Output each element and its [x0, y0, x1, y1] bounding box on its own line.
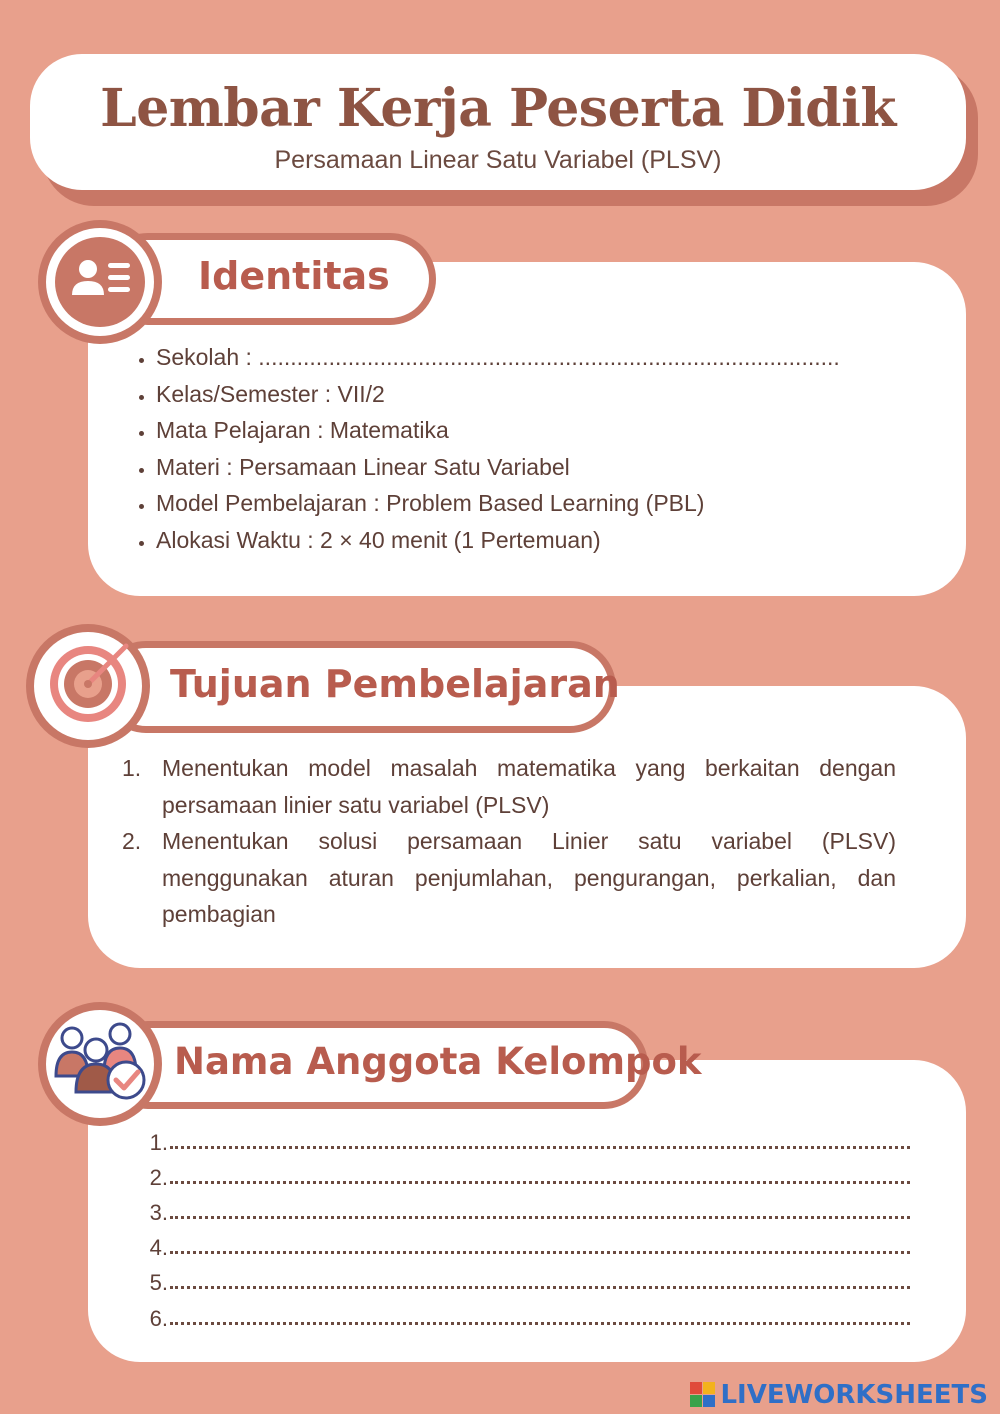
- list-item: • Sekolah : ...........................................................................................: [156, 339, 956, 376]
- identitas-heading: Identitas: [198, 254, 390, 298]
- group-check-icon: [50, 1020, 154, 1106]
- member-row-3[interactable]: [140, 1190, 910, 1226]
- page-subtitle: Persamaan Linear Satu Variabel (PLSV): [274, 146, 722, 174]
- list-number: 1.: [122, 755, 142, 781]
- list-item: • Alokasi Waktu : 2 × 40 menit (1 Pertemuan): [156, 522, 956, 559]
- page-title: Lembar Kerja Peserta Didik: [100, 78, 896, 139]
- list-item: • Model Pembelajaran : Problem Based Learning (PBL): [156, 485, 956, 522]
- member-blank[interactable]: [170, 1268, 910, 1289]
- list-text: Menentukan model masalah matematika yang berkaitan dengan persamaan linier satu variabel (PLSV): [162, 755, 896, 818]
- member-blank[interactable]: [170, 1163, 910, 1184]
- member-number: 5.: [149, 1270, 168, 1295]
- member-number: 6.: [149, 1306, 168, 1331]
- id-card-icon: [70, 255, 134, 305]
- target-icon: [44, 636, 140, 732]
- member-number: 1.: [149, 1130, 168, 1155]
- identitas-list: [126, 339, 956, 558]
- member-row-2[interactable]: [140, 1155, 910, 1191]
- member-number: 3.: [149, 1200, 168, 1225]
- list-item: • Kelas/Semester : VII/2: [156, 376, 956, 413]
- kelompok-heading: Nama Anggota Kelompok: [174, 1040, 702, 1083]
- member-blank[interactable]: [170, 1304, 910, 1325]
- list-item: [122, 750, 896, 823]
- member-blank[interactable]: [170, 1198, 910, 1219]
- member-blank[interactable]: [170, 1233, 910, 1254]
- member-number: 2.: [149, 1165, 168, 1190]
- liveworksheets-logo-icon: [690, 1382, 716, 1408]
- member-row-1[interactable]: [140, 1120, 910, 1156]
- member-row-5[interactable]: [140, 1260, 910, 1296]
- tujuan-list: [122, 750, 896, 933]
- list-text: Menentukan solusi persamaan Linier satu variabel (PLSV) menggunakan aturan penjumlahan, pengurangan, perkalian, dan pembagian: [162, 828, 896, 927]
- member-row-4[interactable]: [140, 1225, 910, 1261]
- member-number: 4.: [149, 1235, 168, 1260]
- liveworksheets-wordmark: LIVEWORKSHEETS: [720, 1380, 988, 1410]
- liveworksheets-brand[interactable]: [690, 1380, 988, 1410]
- tujuan-heading: Tujuan Pembelajaran: [170, 662, 620, 706]
- list-item: • Materi : Persamaan Linear Satu Variabel: [156, 449, 956, 486]
- list-item: • Mata Pelajaran : Matematika: [156, 412, 956, 449]
- member-blank[interactable]: [170, 1128, 910, 1149]
- member-row-6[interactable]: [140, 1296, 910, 1332]
- list-number: 2.: [122, 828, 142, 854]
- list-item: [122, 823, 896, 933]
